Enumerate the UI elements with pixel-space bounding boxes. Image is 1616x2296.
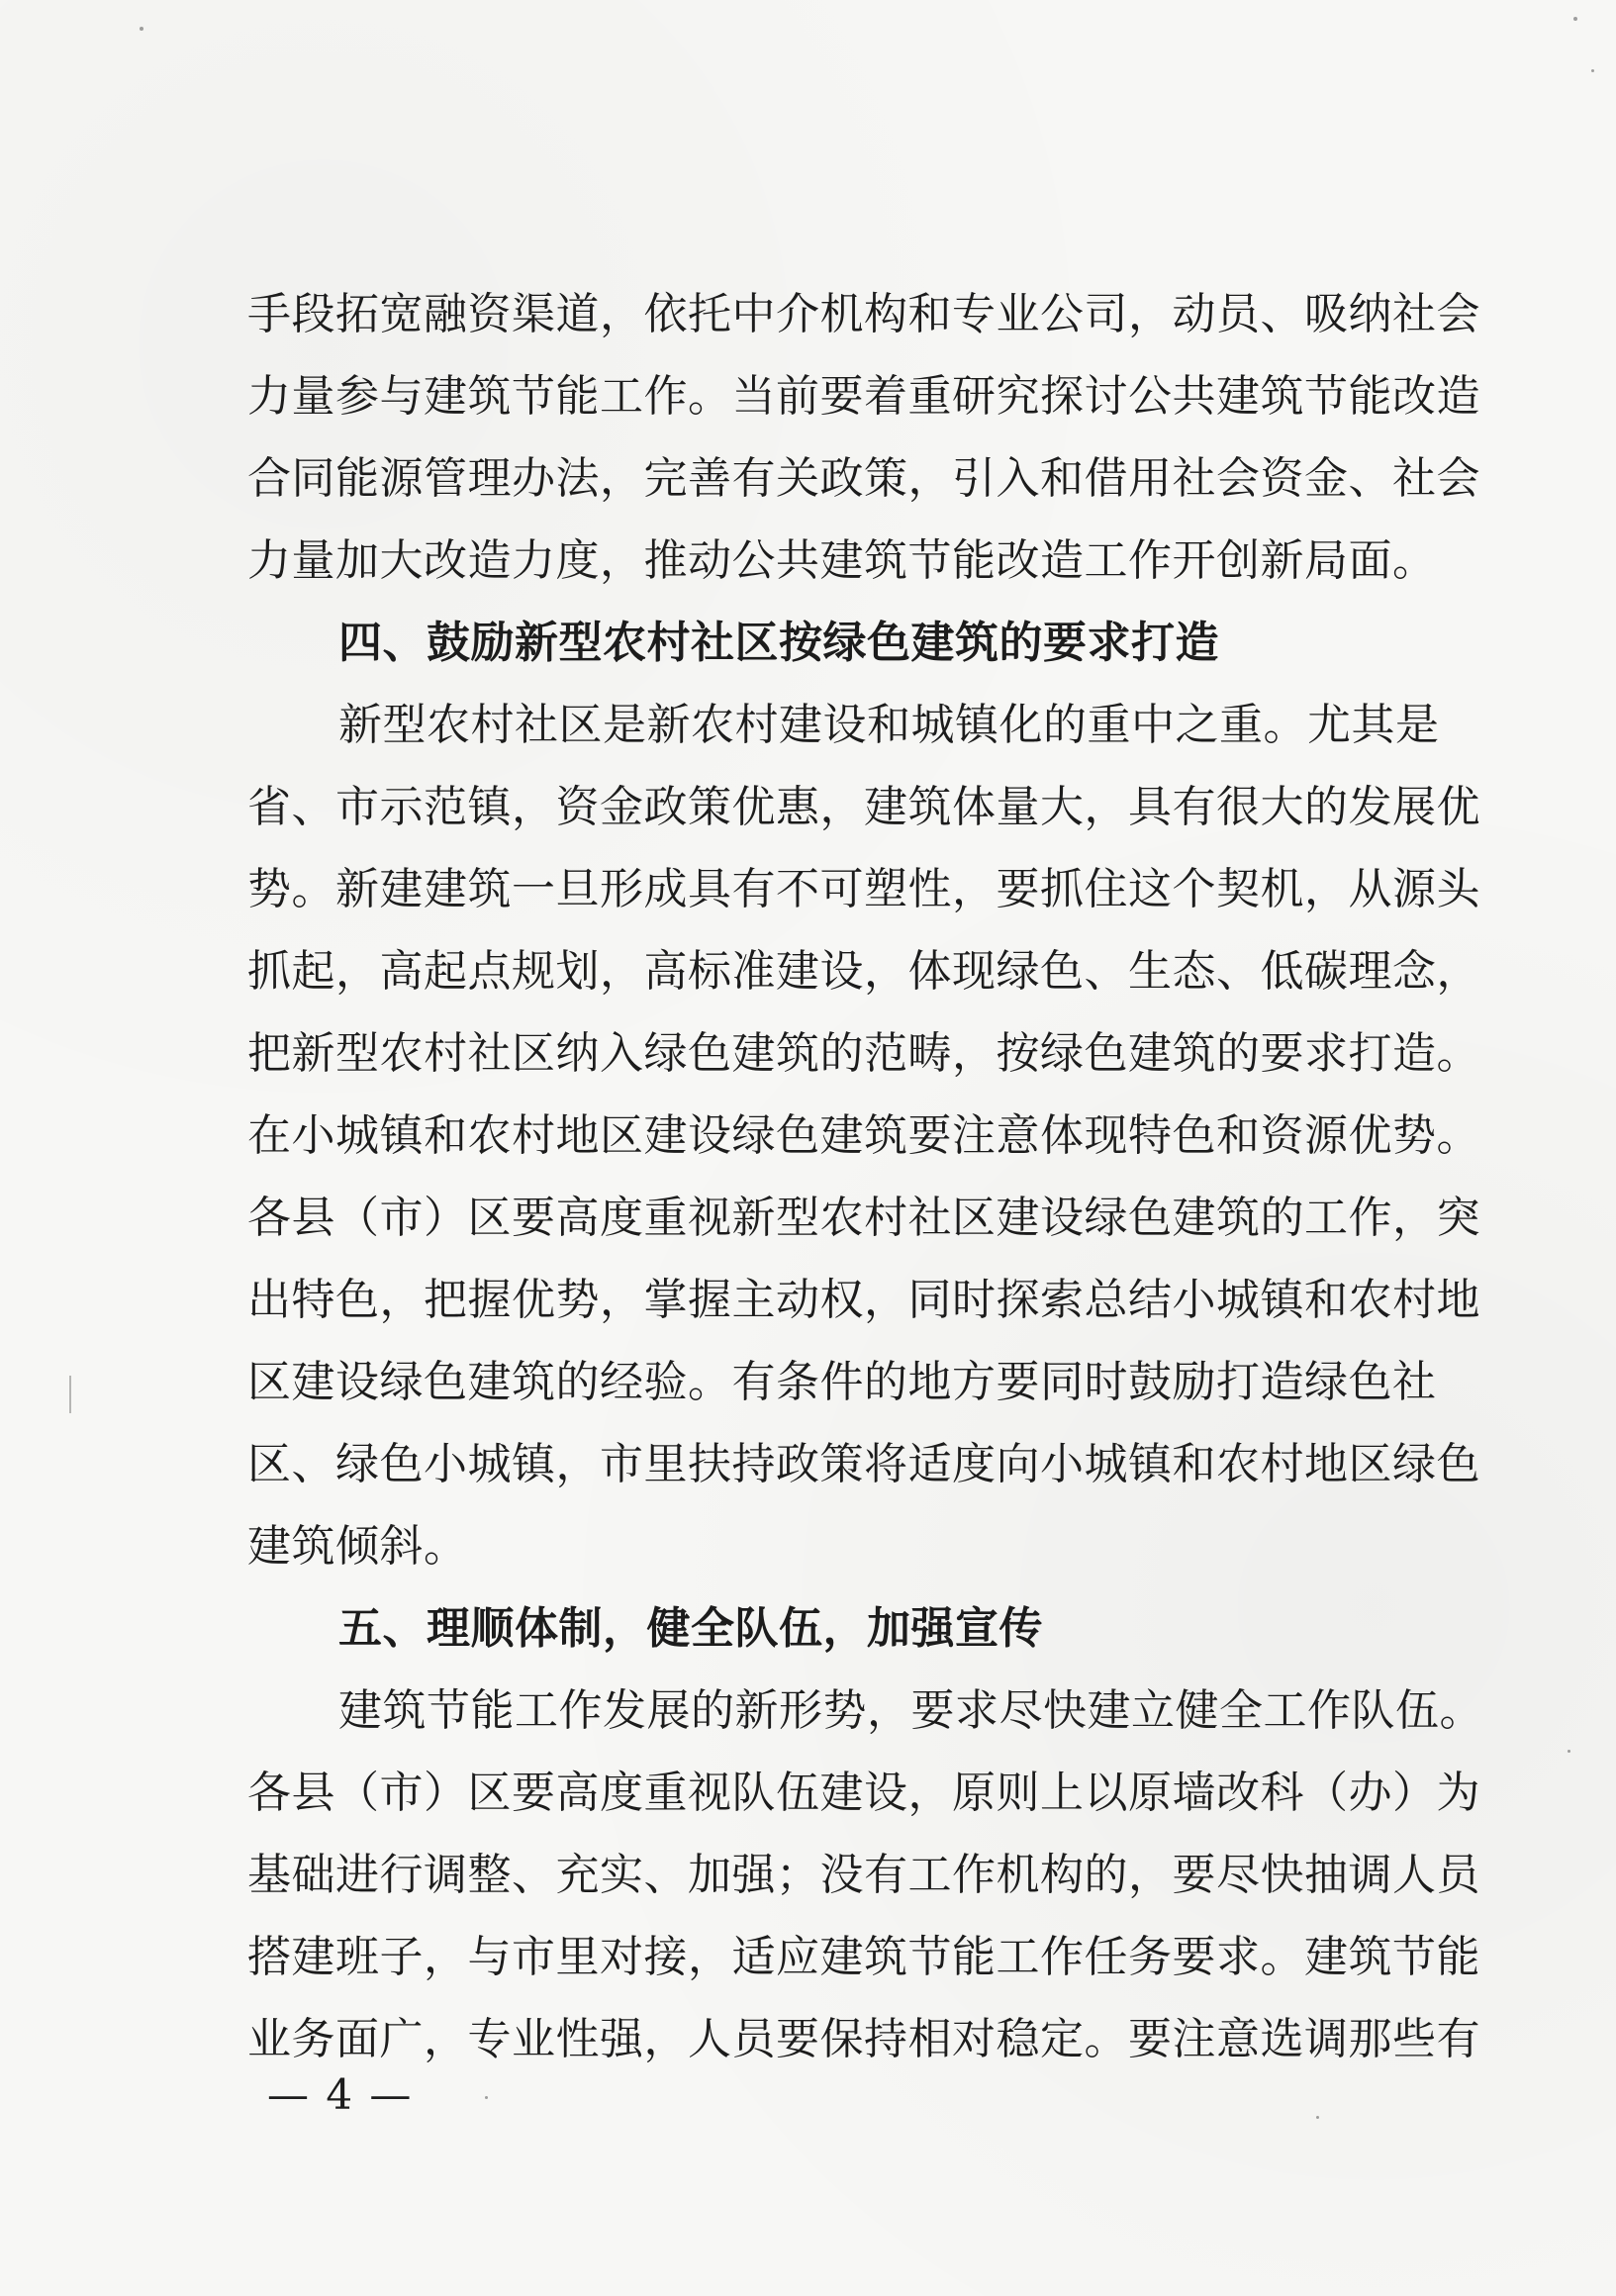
text-line: 建筑倾斜。 xyxy=(247,1521,468,1572)
text-line: 合同能源管理办法，完善有关政策，引入和借用社会资金、社会 xyxy=(247,453,1480,504)
text-line: 出特色，把握优势，掌握主动权，同时探索总结小城镇和农村地 xyxy=(247,1275,1480,1325)
page-number: — 4 — xyxy=(267,2070,414,2119)
scan-speck xyxy=(1316,2116,1319,2119)
scan-speck xyxy=(1573,17,1577,21)
text-line: 力量加大改造力度，推动公共建筑节能改造工作开创新局面。 xyxy=(247,535,1437,586)
text-line: 力量参与建筑节能工作。当前要着重研究探讨公共建筑节能改造 xyxy=(247,371,1480,422)
text-line: 省、市示范镇，资金政策优惠，建筑体量大，具有很大的发展优 xyxy=(247,782,1480,832)
text-line: 把新型农村社区纳入绿色建筑的范畴，按绿色建筑的要求打造。 xyxy=(247,1028,1480,1079)
section-heading-5: 五、理顺体制，健全队伍，加强宣传 xyxy=(338,1603,1043,1654)
text-line: 势。新建建筑一旦形成具有不可塑性，要抓住这个契机，从源头 xyxy=(247,864,1480,914)
scan-speck xyxy=(1591,69,1594,72)
text-line: 建筑节能工作发展的新形势，要求尽快建立健全工作队伍。 xyxy=(338,1685,1483,1736)
text-line: 搭建班子，与市里对接，适应建筑节能工作任务要求。建筑节能 xyxy=(247,1932,1480,1982)
text-line: 各县（市）区要高度重视队伍建设，原则上以原墙改科（办）为 xyxy=(247,1768,1480,1818)
text-line: 基础进行调整、充实、加强；没有工作机构的，要尽快抽调人员 xyxy=(247,1850,1480,1900)
scan-speck xyxy=(485,2096,488,2099)
scan-scratch xyxy=(69,1376,71,1413)
scan-speck xyxy=(1568,1750,1570,1753)
section-heading-4: 四、鼓励新型农村社区按绿色建筑的要求打造 xyxy=(338,618,1219,668)
text-line: 在小城镇和农村地区建设绿色建筑要注意体现特色和资源优势。 xyxy=(247,1110,1480,1161)
text-line: 各县（市）区要高度重视新型农村社区建设绿色建筑的工作，突 xyxy=(247,1193,1480,1243)
scan-speck xyxy=(140,27,143,31)
text-line: 区建设绿色建筑的经验。有条件的地方要同时鼓励打造绿色社 xyxy=(247,1357,1437,1407)
text-line: 新型农村社区是新农村建设和城镇化的重中之重。尤其是 xyxy=(338,700,1440,750)
text-line: 手段拓宽融资渠道，依托中介机构和专业公司，动员、吸纳社会 xyxy=(247,289,1480,339)
text-line: 区、绿色小城镇，市里扶持政策将适度向小城镇和农村地区绿色 xyxy=(247,1439,1480,1489)
text-line: 抓起，高起点规划，高标准建设，体现绿色、生态、低碳理念， xyxy=(247,946,1480,997)
text-line: 业务面广，专业性强，人员要保持相对稳定。要注意选调那些有 xyxy=(247,2014,1480,2064)
